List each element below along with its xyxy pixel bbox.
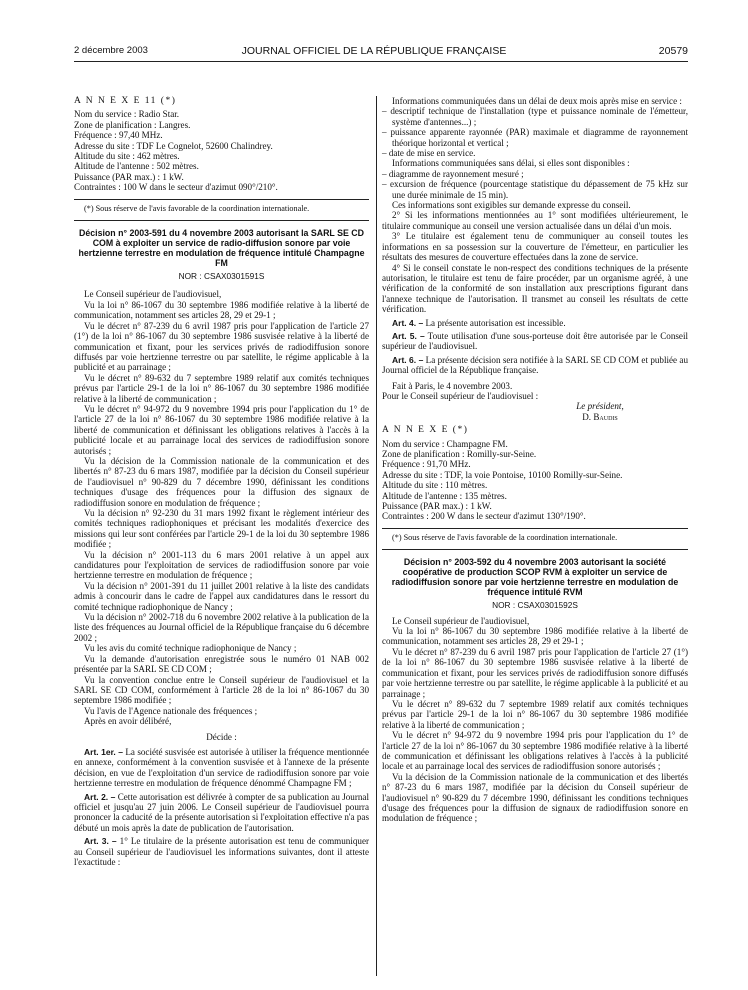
article-3-label: Art. 3. – bbox=[84, 836, 117, 847]
place-date: Fait à Paris, le 4 novembre 2003. bbox=[392, 380, 513, 391]
visa: Vu la décision n° 2002-718 du 6 novembre 2002 relative à la publication de la liste des fréquences au Journal officiel de la République française du 6 décembre 2002 ; bbox=[74, 612, 369, 643]
right-column bbox=[382, 96, 688, 824]
article-1-label: Art. 1er. – bbox=[84, 746, 123, 757]
opening: Le Conseil supérieur de l'audiovisuel, bbox=[392, 615, 530, 626]
annexe-line: Altitude de l'antenne : 502 mètres. bbox=[74, 161, 199, 172]
article-4 bbox=[382, 318, 688, 328]
article-6-label: Art. 6. – bbox=[392, 354, 424, 365]
page-number: 20579 bbox=[658, 45, 688, 57]
left-column bbox=[74, 96, 369, 867]
article-5-text: Toute utilisation d'une sous-porteuse doit être autorisée par le Conseil supérieur de l'audiovisuel. bbox=[382, 330, 689, 352]
article-4-text: La présente autorisation est incessible. bbox=[425, 317, 566, 328]
decision-title: Décision n° 2003-592 du 4 novembre 2003 autorisant la société coopérative de production SCOP RVM à exploiter un service de radiodiffusion sonore par voie hertzienne terrestre en modulation de fréquence intitulé RVM bbox=[391, 557, 679, 598]
signature-role: Le président, bbox=[576, 401, 624, 412]
separator bbox=[382, 528, 688, 529]
annexe-line: Contraintes : 100 W dans le secteur d'azimut 090°/210°. bbox=[74, 182, 278, 193]
annexe-line: Zone de planification : Langres. bbox=[74, 119, 191, 130]
visa: Vu le décret n° 87-239 du 6 avril 1987 pris pour l'application de l'article 27 (1°) de la loi n° 86-1067 du 30 septembre 1986 susvisée relative à la liberté de communication et fixant, pour les services privés de radiodiffusion sonore diffusés par voie hertzienne terrestre ou par satellite, le régime applicable à la publicité et au parrainage ; bbox=[382, 646, 688, 699]
info-nodelay: Informations communiquées sans délai, si elles sont disponibles : bbox=[392, 158, 630, 169]
separator bbox=[74, 199, 369, 200]
annexe-line: Puissance (PAR max.) : 1 kW. bbox=[382, 501, 492, 512]
journal-title: JOURNAL OFFICIEL DE LA RÉPUBLIQUE FRANÇAISE bbox=[241, 45, 507, 57]
annexe-line: Contraintes : 200 W dans le secteur d'azimut 130°/190°. bbox=[382, 511, 586, 522]
visa: Vu le décret n° 87-239 du 6 avril 1987 pris pour l'application de l'article 27 (1°) de la loi n° 86-1067 du 30 septembre 1986 susvisée relative à la liberté de communication et fixant, pour les services privés de radiodiffusion sonore diffusés par voie hertzienne terrestre ou par satellite, le régime applicable à la publicité et au parrainage ; bbox=[74, 320, 369, 373]
annexe-lines bbox=[74, 109, 369, 192]
list-item: – descriptif technique de l'installation (type et puissance nominale de l'émetteur, système d'antennes...) ; bbox=[382, 106, 688, 127]
article-4-label: Art. 4. – bbox=[392, 317, 424, 328]
visa: Vu la décision de la Commission nationale de la communication et des libertés n° 87-23 du 6 mars 1987, modifiée par la décision du Conseil supérieur de l'audiovisuel n° 90-829 du 7 décembre 1990, définissant les conditions techniques d'usage des fréquences pour la diffusion des signaux de radiodiffusion sonore en modulation de fréquence ; bbox=[74, 455, 369, 508]
annexe-title: A N N E X E 11 (*) bbox=[74, 96, 177, 106]
list-item: – date de mise en service. bbox=[382, 148, 476, 159]
paragraph-2: 2° Si les informations mentionnées au 1° sont modifiées ultérieurement, le titulaire communique au conseil une version actualisée dans un délai d'un mois. bbox=[382, 210, 688, 231]
visa: Vu la demande d'autorisation enregistrée sous le numéro 01 NAB 002 présentée par la SARL SE CD COM ; bbox=[74, 653, 369, 675]
visa: Vu l'avis de l'Agence nationale des fréquences ; bbox=[84, 705, 258, 716]
visa: Vu le décret n° 94-972 du 9 novembre 1994 pris pour l'application du 1° de l'article 27 de la loi n° 86-1067 du 30 septembre 1986 modifiée relative à la liberté de communication et définissant les obligations relatives à l'accès à la publicité locale et au parrainage local des services de radiodiffusion sonore autorisés ; bbox=[382, 730, 688, 772]
annexe-line: Nom du service : Champagne FM. bbox=[382, 438, 508, 449]
annexe-line: Nom du service : Radio Star. bbox=[74, 109, 180, 120]
info-request: Ces informations sont exigibles sur demande expresse du conseil. bbox=[392, 200, 631, 211]
header-rule bbox=[74, 61, 688, 62]
visa: Vu la décision n° 92-230 du 31 mars 1992 fixant le règlement intérieur des comités techniques radiophoniques et précisant les modalités d'exercice des missions qui leur sont conférées par l'article 29-1 de la loi du 30 septembre 1986 modifiée ; bbox=[74, 508, 369, 550]
article-1 bbox=[74, 747, 369, 789]
article-1-text: La société susvisée est autorisée à utiliser la fréquence mentionnée en annexe, conformément à la convention susvisée et à l'annexe de la présente décision, en vue de l'exploitation d'un service de radiodiffusion sonore par voie hertzienne terrestre en modulation de fréquence dénommé Champagne FM ; bbox=[74, 746, 369, 789]
paragraph-3: 3° Le titulaire est également tenu de communiquer au conseil toutes les informations en sa possession sur la couverture de l'émetteur, en particulier les résultats des mesures de couverture effectuées dans la zone de service. bbox=[382, 231, 688, 263]
signature-for: Pour le Conseil supérieur de l'audiovisuel : bbox=[382, 390, 539, 401]
list-item: – diagramme de rayonnement mesuré ; bbox=[382, 168, 524, 179]
visa: Vu la convention conclue entre le Conseil supérieur de l'audiovisuel et la SARL SE CD COM, conformément à l'article 28 de la loi n° 86-1067 du 30 septembre 1986 modifiée ; bbox=[74, 674, 369, 706]
article-3 bbox=[74, 836, 369, 867]
visa: Vu la décision de la Commission nationale de la communication et des libertés n° 87-23 du 6 mars 1987, modifiée par la décision du Conseil supérieur de l'audiovisuel n° 90-829 du 7 décembre 1990, définissant les conditions techniques d'usage des fréquences pour la diffusion de signaux de radiodiffusion sonore en modulation de fréquence ; bbox=[382, 771, 688, 824]
visa: Vu la décision n° 2001-113 du 6 mars 2001 relative à un appel aux candidatures pour l'exploitation de services de radiodiffusion sonore par voie hertzienne terrestre en modulation de fréquence ; bbox=[74, 549, 369, 581]
visa: Vu le décret n° 94-972 du 9 novembre 1994 pris pour l'application du 1° de l'article 27 de la loi n° 86-1067 du 30 septembre 1986 modifiée relative à la liberté de communication et définissant les obligations relatives à l'accès à la publicité locale et au parrainage local des services de radiodiffusion sonore autorisés ; bbox=[74, 403, 369, 456]
separator bbox=[74, 220, 369, 221]
list-item: – puissance apparente rayonnée (PAR) maximale et diagramme de rayonnement théorique horizontal et vertical ; bbox=[382, 127, 688, 148]
visa: Vu le décret n° 89-632 du 7 septembre 1989 relatif aux comités techniques prévus par l'article 29-1 de la loi n° 86-1067 du 30 septembre 1986 modifiée relative à la liberté de communication ; bbox=[74, 372, 369, 404]
visa: Après en avoir délibéré, bbox=[84, 716, 172, 727]
article-2-text: Cette autorisation est délivrée à compter de sa publication au Journal officiel et jusqu'au 27 juin 2006. Le Conseil supérieur de l'audiovisuel pourra prononcer la caducité de la présente autorisation si l'exploitation effective n'a pas débuté un mois après la date de publication de l'autorisation. bbox=[74, 791, 369, 833]
visa: Vu la loi n° 86-1067 du 30 septembre 1986 modifiée relative à la liberté de communication, notamment ses articles 28, 29 et 29-1 ; bbox=[74, 299, 369, 321]
footnote: (*) Sous réserve de l'avis favorable de la coordination internationale. bbox=[84, 203, 310, 213]
annexe-line: Adresse du site : TDF, la voie Pontoise, 10100 Romilly-sur-Seine. bbox=[382, 469, 623, 480]
article-5 bbox=[382, 331, 688, 352]
signature-name: D. Baudis bbox=[582, 411, 618, 422]
annexe-line: Zone de planification : Romilly-sur-Seine. bbox=[382, 449, 537, 459]
separator bbox=[382, 549, 688, 550]
annexe-line: Puissance (PAR max.) : 1 kW. bbox=[74, 171, 184, 182]
article-2-label: Art. 2. – bbox=[84, 791, 116, 802]
decide-heading: Décide : bbox=[206, 731, 237, 742]
annexe-line: Fréquence : 91,70 MHz. bbox=[382, 459, 471, 470]
annexe-line: Altitude de l'antenne : 135 mètres. bbox=[382, 490, 507, 501]
annexe-line: Fréquence : 97,40 MHz. bbox=[74, 130, 163, 141]
annexe-line: Adresse du site : TDF Le Cognelot, 52600 Chalindrey. bbox=[74, 140, 273, 151]
nor-reference: NOR : CSAX0301591S bbox=[178, 271, 265, 282]
annexe-line: Altitude du site : 110 mètres. bbox=[382, 480, 488, 491]
visa: Vu la décision n° 2001-391 du 11 juillet 2001 relative à la liste des candidats admis à concourir dans le cadre de l'appel aux candidatures dans le ressort du comité technique radiophonique de Nancy ; bbox=[74, 580, 369, 612]
article-5-label: Art. 5. – bbox=[392, 330, 425, 341]
visa: Vu la loi n° 86-1067 du 30 septembre 1986 modifiée relative à la liberté de communication, notamment ses articles 28, 29 et 29-1 ; bbox=[382, 626, 688, 647]
opening: Le Conseil supérieur de l'audiovisuel, bbox=[84, 289, 222, 300]
page-header bbox=[0, 45, 748, 59]
header-date: 2 décembre 2003 bbox=[74, 45, 148, 56]
article-6-text: La présente décision sera notifiée à la SARL SE CD COM et publiée au Journal officiel de la République française. bbox=[382, 354, 688, 376]
article-6 bbox=[382, 355, 688, 376]
info-delay: Informations communiquées dans un délai de deux mois après mise en service : bbox=[392, 96, 682, 106]
column-divider bbox=[376, 96, 377, 976]
footnote: (*) Sous réserve de l'avis favorable de la coordination internationale. bbox=[392, 532, 618, 542]
paragraph-4: 4° Si le conseil constate le non-respect des conditions techniques de la présente autorisation, le titulaire est tenu de faire procéder, par un organisme agréé, à une vérification de la conformité de son installation aux prescriptions figurant dans l'annexe technique de l'autorisation. Il transmet au conseil les résultats de cette vérification. bbox=[382, 262, 688, 315]
decision-title: Décision n° 2003-591 du 4 novembre 2003 autorisant la SARL SE CD COM à exploiter un service de radio-diffusion sonore par voie hertzienne terrestre en modulation de fréquence intitulé Champagne FM bbox=[78, 228, 365, 269]
visa: Vu le décret n° 89-632 du 7 septembre 1989 relatif aux comités techniques prévus par l'article 29-1 de la loi n° 86-1067 du 30 septembre 1986 modifiée relative à la liberté de communication ; bbox=[382, 698, 688, 730]
annexe-title: A N N E X E (*) bbox=[382, 425, 469, 436]
annexe-line: Altitude du site : 462 mètres. bbox=[74, 151, 180, 162]
article-2 bbox=[74, 792, 369, 834]
visa: Vu les avis du comité technique radiophonique de Nancy ; bbox=[84, 643, 297, 654]
article-3-text: 1° Le titulaire de la présente autorisation est tenu de communiquer au Conseil supérieur de l'audiovisuel les informations suivantes, dont il atteste l'exactitude : bbox=[74, 836, 370, 867]
nor-reference: NOR : CSAX0301592S bbox=[492, 600, 578, 611]
list-item: – excursion de fréquence (pourcentage statistique du dépassement de 75 kHz sur une durée minimale de 15 min). bbox=[382, 179, 688, 200]
